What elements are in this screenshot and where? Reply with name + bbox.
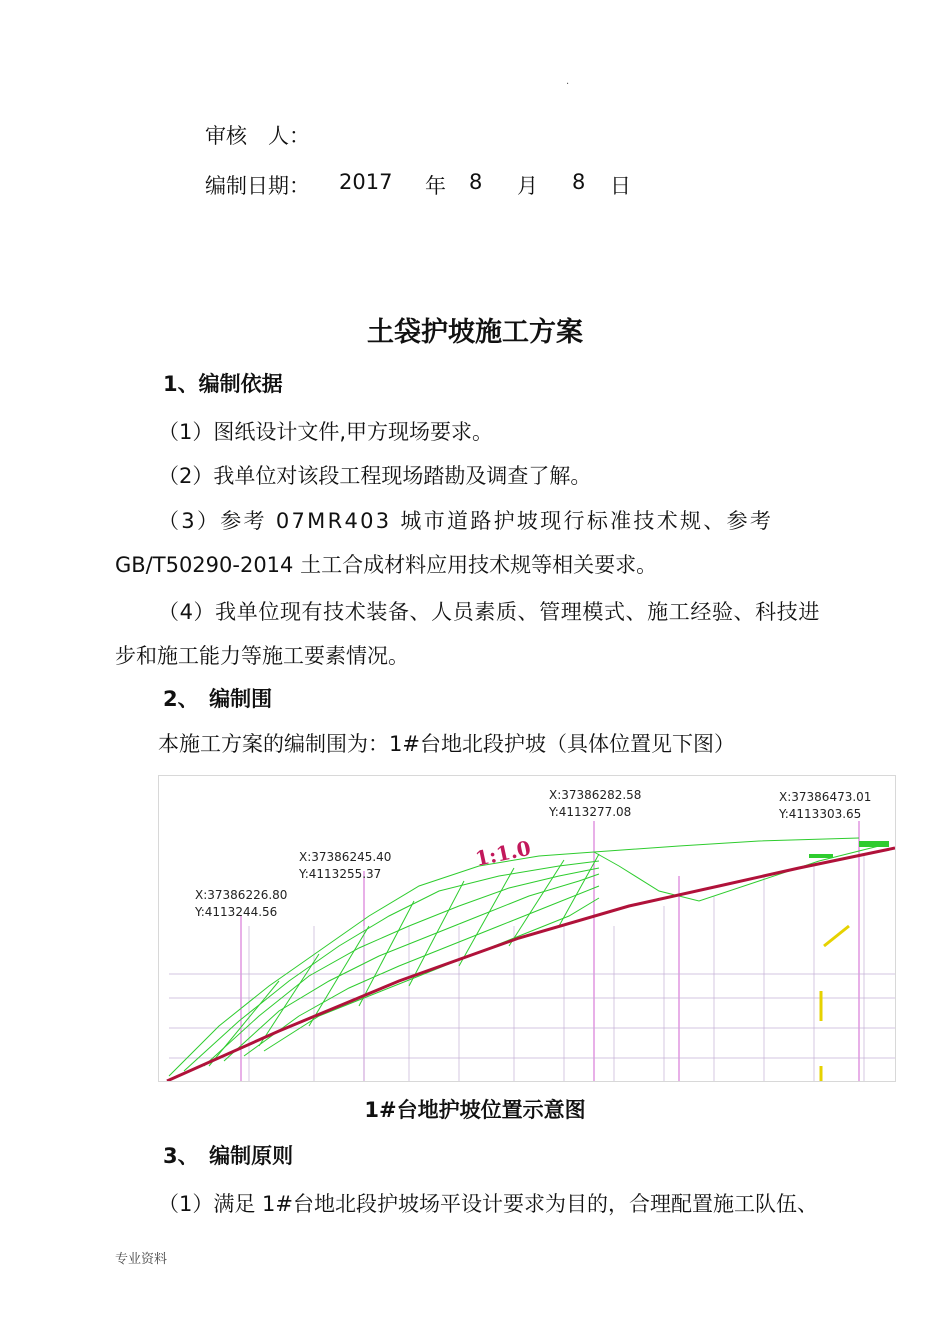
- section1-item-3-cont: GB/T50290-2014 土工合成材料应用技术规等相关要求。: [115, 553, 658, 577]
- date-month-unit: 月: [517, 174, 538, 198]
- slope-ratio-label: 1:1.0: [473, 835, 533, 871]
- date-year-unit: 年: [425, 174, 446, 198]
- slope-location-figure: [158, 775, 896, 1082]
- coord-label-1-x: X:37386226.80: [195, 888, 288, 902]
- compile-date: [205, 170, 645, 198]
- date-label: 编制日期：: [205, 174, 310, 198]
- section3-text: （1）满足 1#台地北段护坡场平设计要求为目的，合理配置施工队伍、: [158, 1192, 818, 1216]
- coord-label-1-y: Y:4113244.56: [195, 905, 278, 919]
- coord-label-2-y: Y:4113255.37: [299, 867, 382, 881]
- header-mark: .: [566, 76, 570, 87]
- section1-item-4: （4）我单位现有技术装备、人员素质、管理模式、施工经验、科技进: [158, 600, 820, 624]
- coord-label-3-x: X:37386282.58: [549, 788, 642, 802]
- section1-heading: 1、编制依据: [163, 372, 283, 396]
- figure-caption: 1#台地护坡位置示意图: [364, 1098, 586, 1122]
- footer-label: 专业资料: [115, 1252, 168, 1267]
- section1-item-3: （3）参考 07MR403 城市道路护坡现行标准技术规、参考: [158, 509, 774, 533]
- coord-label-4-y: Y:4113303.65: [779, 807, 862, 821]
- date-day-unit: 日: [610, 174, 631, 198]
- reviewer-label: 审核 人：: [205, 124, 310, 148]
- green-markers: [809, 841, 889, 858]
- section1-item-2: （2）我单位对该段工程现场踏勘及调查了解。: [158, 464, 592, 488]
- date-month: 8: [469, 170, 483, 194]
- section2-heading: 2、 编制围: [163, 687, 273, 711]
- coord-label-2-x: X:37386245.40: [299, 850, 392, 864]
- coord-label-3-y: Y:4113277.08: [549, 805, 632, 819]
- section3-heading: 3、 编制原则: [163, 1144, 294, 1168]
- section2-text: 本施工方案的编制围为：1#台地北段护坡（具体位置见下图）: [158, 732, 735, 756]
- section1-item-1: （1）图纸设计文件,甲方现场要求。: [158, 420, 494, 444]
- section1-item-4-cont: 步和施工能力等施工要素情况。: [115, 644, 409, 668]
- coord-label-4-x: X:37386473.01: [779, 790, 872, 804]
- date-day: 8: [572, 170, 586, 194]
- date-year: 2017: [339, 170, 393, 194]
- document-title: 土袋护坡施工方案: [367, 317, 583, 348]
- slope-plan-drawing: [159, 776, 895, 1081]
